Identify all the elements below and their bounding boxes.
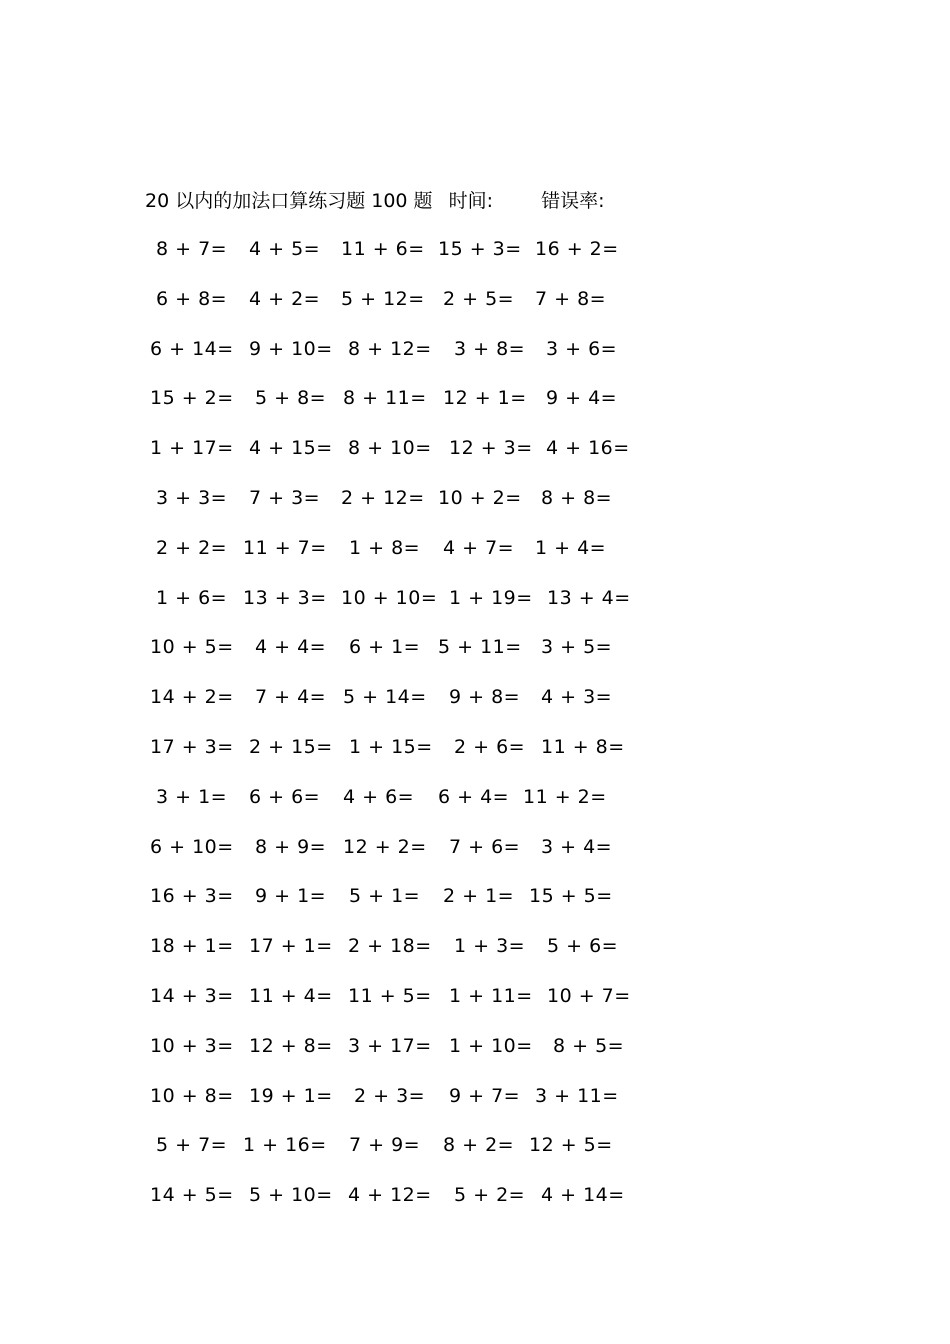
problem-r2-c5: 7 + 8= <box>535 288 607 310</box>
problem-r15-c1: 18 + 1= <box>150 935 234 957</box>
problem-r13-c2: 8 + 9= <box>255 836 327 858</box>
problem-r14-c2: 9 + 1= <box>255 885 327 907</box>
problem-r2-c4: 2 + 5= <box>443 288 515 310</box>
problem-r8-c3: 10 + 10= <box>341 587 438 609</box>
problem-r1-c5: 16 + 2= <box>535 238 619 260</box>
problem-r6-c4: 10 + 2= <box>438 487 522 509</box>
problem-r9-c4: 5 + 11= <box>438 636 522 658</box>
problem-r3-c1: 6 + 14= <box>150 338 234 360</box>
problem-r5-c1: 1 + 17= <box>150 437 234 459</box>
problem-r1-c4: 15 + 3= <box>438 238 522 260</box>
problem-r4-c4: 12 + 1= <box>443 387 527 409</box>
problem-r1-c1: 8 + 7= <box>156 238 228 260</box>
problem-r16-c3: 11 + 5= <box>348 985 432 1007</box>
problem-r18-c5: 3 + 11= <box>535 1085 619 1107</box>
problem-r18-c3: 2 + 3= <box>354 1085 426 1107</box>
problem-r19-c5: 12 + 5= <box>529 1134 613 1156</box>
problem-r8-c4: 1 + 19= <box>449 587 533 609</box>
problem-r8-c2: 13 + 3= <box>243 587 327 609</box>
problem-r7-c5: 1 + 4= <box>535 537 607 559</box>
problem-r15-c5: 5 + 6= <box>547 935 619 957</box>
problem-r17-c2: 12 + 8= <box>249 1035 333 1057</box>
problem-r3-c2: 9 + 10= <box>249 338 333 360</box>
problem-r15-c3: 2 + 18= <box>348 935 432 957</box>
problem-r11-c1: 17 + 3= <box>150 736 234 758</box>
problem-r1-c3: 11 + 6= <box>341 238 425 260</box>
problem-r12-c1: 3 + 1= <box>156 786 228 808</box>
problem-r17-c5: 8 + 5= <box>553 1035 625 1057</box>
problem-r13-c1: 6 + 10= <box>150 836 234 858</box>
error-rate-label: 错误率: <box>541 190 605 212</box>
problem-r7-c3: 1 + 8= <box>349 537 421 559</box>
problem-r9-c2: 4 + 4= <box>255 636 327 658</box>
problem-r6-c1: 3 + 3= <box>156 487 228 509</box>
problem-r20-c5: 4 + 14= <box>541 1184 625 1206</box>
problem-r16-c2: 11 + 4= <box>249 985 333 1007</box>
problem-r7-c4: 4 + 7= <box>443 537 515 559</box>
problem-r6-c3: 2 + 12= <box>341 487 425 509</box>
problem-r17-c3: 3 + 17= <box>348 1035 432 1057</box>
problem-r6-c5: 8 + 8= <box>541 487 613 509</box>
problem-r1-c2: 4 + 5= <box>249 238 321 260</box>
problem-r15-c4: 1 + 3= <box>454 935 526 957</box>
problem-r20-c1: 14 + 5= <box>150 1184 234 1206</box>
problem-r6-c2: 7 + 3= <box>249 487 321 509</box>
problem-r4-c5: 9 + 4= <box>546 387 618 409</box>
problem-r11-c2: 2 + 15= <box>249 736 333 758</box>
problem-r14-c3: 5 + 1= <box>349 885 421 907</box>
problem-r16-c4: 1 + 11= <box>449 985 533 1007</box>
problem-r5-c5: 4 + 16= <box>546 437 630 459</box>
problem-r11-c5: 11 + 8= <box>541 736 625 758</box>
problem-r13-c3: 12 + 2= <box>343 836 427 858</box>
problem-r9-c5: 3 + 5= <box>541 636 613 658</box>
problem-r19-c2: 1 + 16= <box>243 1134 327 1156</box>
problem-r13-c4: 7 + 6= <box>449 836 521 858</box>
problem-r12-c5: 11 + 2= <box>523 786 607 808</box>
problem-r19-c3: 7 + 9= <box>349 1134 421 1156</box>
problem-r3-c3: 8 + 12= <box>348 338 432 360</box>
problem-r10-c4: 9 + 8= <box>449 686 521 708</box>
problem-r17-c4: 1 + 10= <box>449 1035 533 1057</box>
problem-r2-c3: 5 + 12= <box>341 288 425 310</box>
problem-r5-c2: 4 + 15= <box>249 437 333 459</box>
problem-r20-c2: 5 + 10= <box>249 1184 333 1206</box>
time-label: 时间: <box>448 190 494 212</box>
problem-r5-c3: 8 + 10= <box>348 437 432 459</box>
problem-r12-c4: 6 + 4= <box>438 786 510 808</box>
problem-r14-c1: 16 + 3= <box>150 885 234 907</box>
problem-r17-c1: 10 + 3= <box>150 1035 234 1057</box>
problem-r13-c5: 3 + 4= <box>541 836 613 858</box>
worksheet-title: 20 以内的加法口算练习题 100 题 <box>145 190 433 212</box>
problem-r8-c1: 1 + 6= <box>156 587 228 609</box>
problem-r10-c3: 5 + 14= <box>343 686 427 708</box>
problem-r10-c5: 4 + 3= <box>541 686 613 708</box>
problem-r2-c2: 4 + 2= <box>249 288 321 310</box>
problem-r18-c1: 10 + 8= <box>150 1085 234 1107</box>
problem-r7-c2: 11 + 7= <box>243 537 327 559</box>
problem-r4-c1: 15 + 2= <box>150 387 234 409</box>
problem-r20-c3: 4 + 12= <box>348 1184 432 1206</box>
problem-r18-c4: 9 + 7= <box>449 1085 521 1107</box>
problem-r2-c1: 6 + 8= <box>156 288 228 310</box>
problem-r16-c1: 14 + 3= <box>150 985 234 1007</box>
problem-r3-c4: 3 + 8= <box>454 338 526 360</box>
problem-r10-c1: 14 + 2= <box>150 686 234 708</box>
problem-r7-c1: 2 + 2= <box>156 537 228 559</box>
problem-r19-c4: 8 + 2= <box>443 1134 515 1156</box>
problem-r11-c4: 2 + 6= <box>454 736 526 758</box>
problem-r16-c5: 10 + 7= <box>547 985 631 1007</box>
problem-r20-c4: 5 + 2= <box>454 1184 526 1206</box>
problem-r14-c5: 15 + 5= <box>529 885 613 907</box>
problem-r8-c5: 13 + 4= <box>547 587 631 609</box>
problem-r15-c2: 17 + 1= <box>249 935 333 957</box>
problem-r18-c2: 19 + 1= <box>249 1085 333 1107</box>
problem-r12-c3: 4 + 6= <box>343 786 415 808</box>
problem-r12-c2: 6 + 6= <box>249 786 321 808</box>
problem-r9-c3: 6 + 1= <box>349 636 421 658</box>
problem-r10-c2: 7 + 4= <box>255 686 327 708</box>
problem-r4-c3: 8 + 11= <box>343 387 427 409</box>
problem-r4-c2: 5 + 8= <box>255 387 327 409</box>
problem-r19-c1: 5 + 7= <box>156 1134 228 1156</box>
problem-r11-c3: 1 + 15= <box>349 736 433 758</box>
problem-r5-c4: 12 + 3= <box>449 437 533 459</box>
problem-r3-c5: 3 + 6= <box>546 338 618 360</box>
problem-r9-c1: 10 + 5= <box>150 636 234 658</box>
problem-r14-c4: 2 + 1= <box>443 885 515 907</box>
